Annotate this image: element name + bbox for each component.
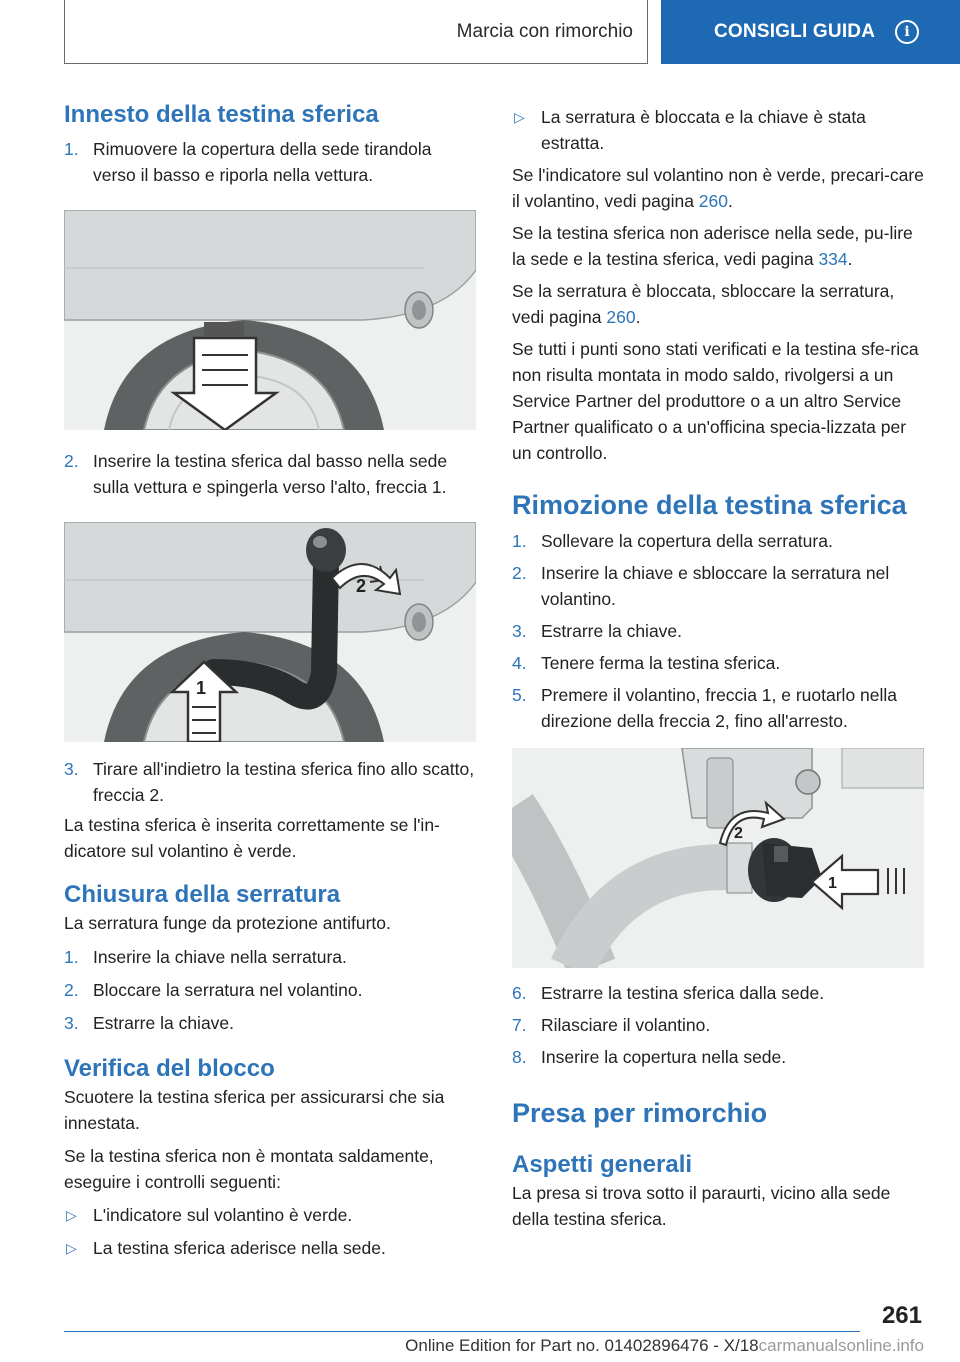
paragraph: Se la testina sferica non è montata saldamente, eseguire i controlli seguenti: xyxy=(64,1146,434,1192)
list-item: 8. Inserire la copertura nella sede. xyxy=(512,1047,787,1067)
page-link[interactable]: 260 xyxy=(698,191,728,211)
heading-rimozione: Rimozione della testina sferica xyxy=(512,490,907,520)
edition-text: Online Edition for Part no. 01402896476 - X/18 xyxy=(405,1336,759,1355)
bullet-text: La testina sferica aderisce nella sede. xyxy=(93,1238,386,1258)
step-number: 3. xyxy=(64,759,79,779)
list-item: 5. Premere il volantino, freccia 1, e ruotarlo nella direzione della freccia 2, fino all'arresto. xyxy=(512,685,898,731)
list-item: 4. Tenere ferma la testina sferica. xyxy=(512,653,781,673)
list-item xyxy=(64,136,476,188)
step-text: Bloccare la serratura nel volantino. xyxy=(93,980,363,1000)
list-item xyxy=(64,944,476,970)
paragraph: La serratura funge da protezione antifurto. xyxy=(64,913,391,933)
list-item: 2. Inserire la chiave e sbloccare la serratura nel volantino. xyxy=(512,563,890,609)
paragraph: Se l'indicatore sul volantino non è verde, precari-care il volantino, vedi pagina 260. xyxy=(512,165,924,211)
heading-verifica: Verifica del blocco xyxy=(64,1055,275,1082)
bullet-item xyxy=(512,104,924,156)
step-text: Rimuovere la copertura della sede tirandola verso il basso e riporla nella vettura. xyxy=(93,139,432,185)
header-section-box xyxy=(64,0,648,64)
list-item: 1. Sollevare la copertura della serratura. xyxy=(512,531,833,551)
arrow-label: 2 xyxy=(356,576,367,596)
page-link[interactable]: 334 xyxy=(818,249,848,269)
bullet-triangle-icon: ▷ xyxy=(66,1207,77,1223)
left-column xyxy=(64,100,476,1261)
list-item xyxy=(64,756,476,808)
footer-edition xyxy=(64,1336,924,1356)
step-number: 3. xyxy=(64,1013,79,1033)
step-number: 2. xyxy=(64,451,79,471)
paragraph: Se tutti i punti sono stati verificati e la testina sfe-rica non risulta montata in modo saldo, rivolgersi a un Service Partner del produttore o a un altro Service Partner qualificato o a un'officina specia-lizzata per un controllo. xyxy=(512,339,919,463)
page-number: 261 xyxy=(881,1302,922,1329)
figure-cover-removal xyxy=(64,210,476,430)
step-text: Tirare all'indietro la testina sferica fino allo scatto, freccia 2. xyxy=(93,759,475,805)
paragraph: Scuotere la testina sferica per assicurarsi che sia innestata. xyxy=(64,1087,445,1133)
heading-presa: Presa per rimorchio xyxy=(512,1098,768,1128)
bullet-text: L'indicatore sul volantino è verde. xyxy=(93,1205,353,1225)
header-category-tab xyxy=(661,0,960,64)
heading-chiusura: Chiusura della serratura xyxy=(64,881,341,908)
paragraph: La presa si trova sotto il paraurti, vicino alla sede della testina sferica. xyxy=(512,1183,891,1229)
step-number: 1. xyxy=(64,139,79,159)
list-item: 6. Estrarre la testina sferica dalla sede. xyxy=(512,983,825,1003)
step-text: Inserire la testina sferica dal basso nella sede sulla vettura e spingerla verso l'alto, freccia 1. xyxy=(93,451,448,497)
bullet-text: La serratura è bloccata e la chiave è stata estratta. xyxy=(541,107,866,153)
list-item: 7. Rilasciare il volantino. xyxy=(512,1015,711,1035)
step-number: 2. xyxy=(64,980,79,1000)
header-section-title: Marcia con rimorchio xyxy=(456,20,633,42)
paragraph: Se la serratura è bloccata, sbloccare la serratura, vedi pagina 260. xyxy=(512,281,895,327)
figure-ball-insert xyxy=(64,522,476,742)
arrow-label: 2 xyxy=(734,825,743,842)
step-text: Inserire la chiave nella serratura. xyxy=(93,947,347,967)
step-number: 1. xyxy=(64,947,79,967)
info-icon: i xyxy=(895,20,919,44)
list-item: 3. Estrarre la chiave. xyxy=(512,621,683,641)
bullet-triangle-icon: ▷ xyxy=(514,109,525,125)
paragraph: La testina sferica è inserita correttamente se l'in-dicatore sul volantino è verde. xyxy=(64,815,440,861)
footer-divider xyxy=(64,1331,860,1332)
bullet-item xyxy=(64,1202,476,1228)
paragraph: Se la testina sferica non aderisce nella sede, pu-lire la sede e la testina sferica, vedi pagina 334. xyxy=(512,223,913,269)
heading-innesto: Innesto della testina sferica xyxy=(64,101,379,128)
header-category-title: CONSIGLI GUIDA xyxy=(714,21,876,42)
subheading-aspetti: Aspetti generali xyxy=(512,1151,693,1178)
right-column xyxy=(512,104,924,1232)
list-item xyxy=(64,448,476,500)
watermark: carmanualsonline.info xyxy=(758,1336,924,1355)
arrow-label: 1 xyxy=(196,678,207,698)
bullet-item xyxy=(64,1235,476,1261)
arrow-label: 1 xyxy=(828,875,837,892)
list-item xyxy=(64,977,476,1003)
step-text: Estrarre la chiave. xyxy=(93,1013,235,1033)
list-item xyxy=(64,1010,476,1036)
bullet-triangle-icon: ▷ xyxy=(66,1240,77,1256)
figure-handwheel-release xyxy=(512,748,924,968)
page-link[interactable]: 260 xyxy=(606,307,636,327)
